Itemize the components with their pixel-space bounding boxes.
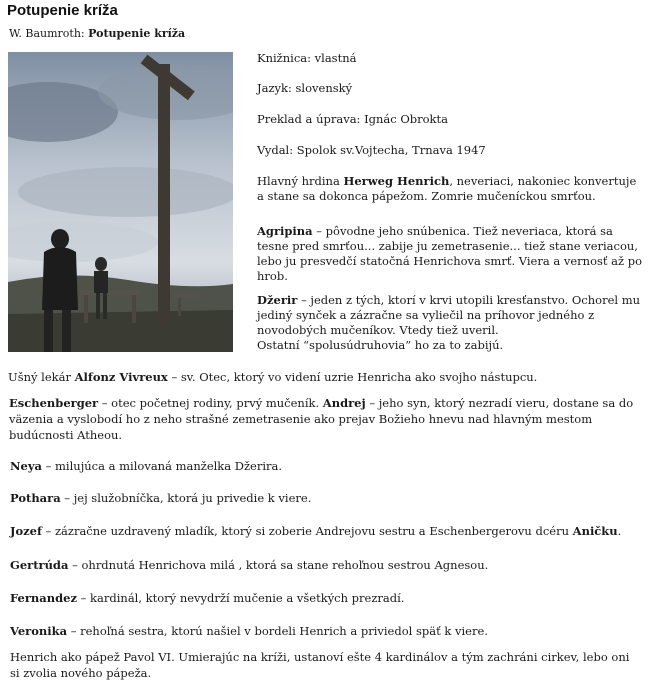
character-herweg-intro: Hlavný hrdina [257,174,344,188]
character-fernandez-text: – kardinál, ktorý nevydrží mučenie a všetkých prezradí. [76,591,405,605]
character-eschenberger [9,395,639,443]
meta-translation: Preklad a úprava: Ignác Obrokta [257,112,448,126]
character-jozef [10,523,640,539]
cover-photo [8,52,233,352]
character-veronika [10,623,640,639]
character-jozef-text-end: . [617,524,622,538]
character-dzerir [257,293,647,353]
character-gertruda-name: Gertrúda [10,558,69,572]
character-herweg-name: Herweg Henrich [343,174,450,188]
character-alfonz-intro: Ušný lekár [8,370,75,384]
character-eschenberger-name: Eschenberger [9,396,99,410]
character-herweg-text: , neveriaci, nakoniec konvertuje a stane sa dokonca pápežom. Zomrie mučeníckou smrťou. [257,174,637,203]
character-agripina-text: – pôvodne jeho snúbenica. Tiež neveriaca, ktorá sa tesne pred smrťou... zabije ju zemetrasenie... tiež stane veriacou, lebo ju presvedčí statočná Henrichova smrť. Viera a vernosť až po hrob. [257,224,643,283]
character-agripina [257,224,647,284]
character-alfonz [8,369,638,385]
byline-book-title: Potupenie kríža [88,27,186,40]
character-herweg [257,174,642,204]
character-anicka-name: Aničku [572,524,618,538]
character-andrej-name: Andrej [322,396,366,410]
page-title: Potupenie kríža [7,2,118,19]
character-pothara-text: – jej služobníčka, ktorá ju privedie k viere. [60,491,312,505]
meta-publisher: Vydal: Spolok sv.Vojtecha, Trnava 1947 [257,143,486,157]
character-dzerir-name: Džerir [257,293,298,307]
byline-author: W. Baumroth: [9,27,85,40]
cross-photo-image [8,52,233,352]
character-eschenberger-text: – otec početnej rodiny, prvý mučeník. [98,396,323,410]
character-neya [10,458,640,474]
character-alfonz-text: – sv. Otec, ktorý vo videní uzrie Henricha ako svojho nástupcu. [167,370,538,384]
character-veronika-name: Veronika [10,624,68,638]
character-gertruda [10,557,640,573]
character-fernandez-name: Fernandez [10,591,77,605]
character-neya-name: Neya [10,459,42,473]
character-dzerir-text-end: Ostatní “spolusúdruhovia” ho za to zabijú. [257,338,504,352]
meta-library: Knižnica: vlastná [257,51,357,65]
meta-language: Jazyk: slovenský [257,81,353,95]
character-alfonz-name: Alfonz Vivreux [74,370,168,384]
character-pothara [10,490,640,506]
character-gertruda-text: – ohrdnutá Henrichova milá , ktorá sa stane rehoľnou sestrou Agnesou. [68,558,489,572]
character-neya-text: – milujúca a milovaná manželka Džerira. [41,459,283,473]
character-andrej-text: – jeho syn, ktorý nezradí vieru, dostane sa do väzenia a vyslobodí ho z neho strašné zemetrasenie ako prejav Božieho hnevu nad hlavným mestom budúcnosti Atheou. [9,396,634,442]
character-jozef-text: – zázračne uzdravený mladík, ktorý si zoberie Andrejovu sestru a Eschenbergerovu dcéru [41,524,573,538]
character-agripina-name: Agripina [257,224,313,238]
byline [9,27,185,40]
character-dzerir-text: – jeden z tých, ktorí v krvi utopili kresťanstvo. Ochorel mu jediný synček a zázračne sa vyliečil na príhovor jedného z novodobých mučeníkov. Vtedy tiež uveril. [257,293,641,337]
character-fernandez [10,590,640,606]
closing-paragraph: Henrich ako pápež Pavol VI. Umierajúc na kríži, ustanoví ešte 4 kardinálov a tým zachráni cirkev, lebo oni si zvolia nového pápeža. [10,650,630,680]
character-pothara-name: Pothara [10,491,61,505]
character-jozef-name: Jozef [10,524,42,538]
character-veronika-text: – rehoľná sestra, ktorú našiel v bordeli Henrich a priviedol späť k viere. [67,624,488,638]
